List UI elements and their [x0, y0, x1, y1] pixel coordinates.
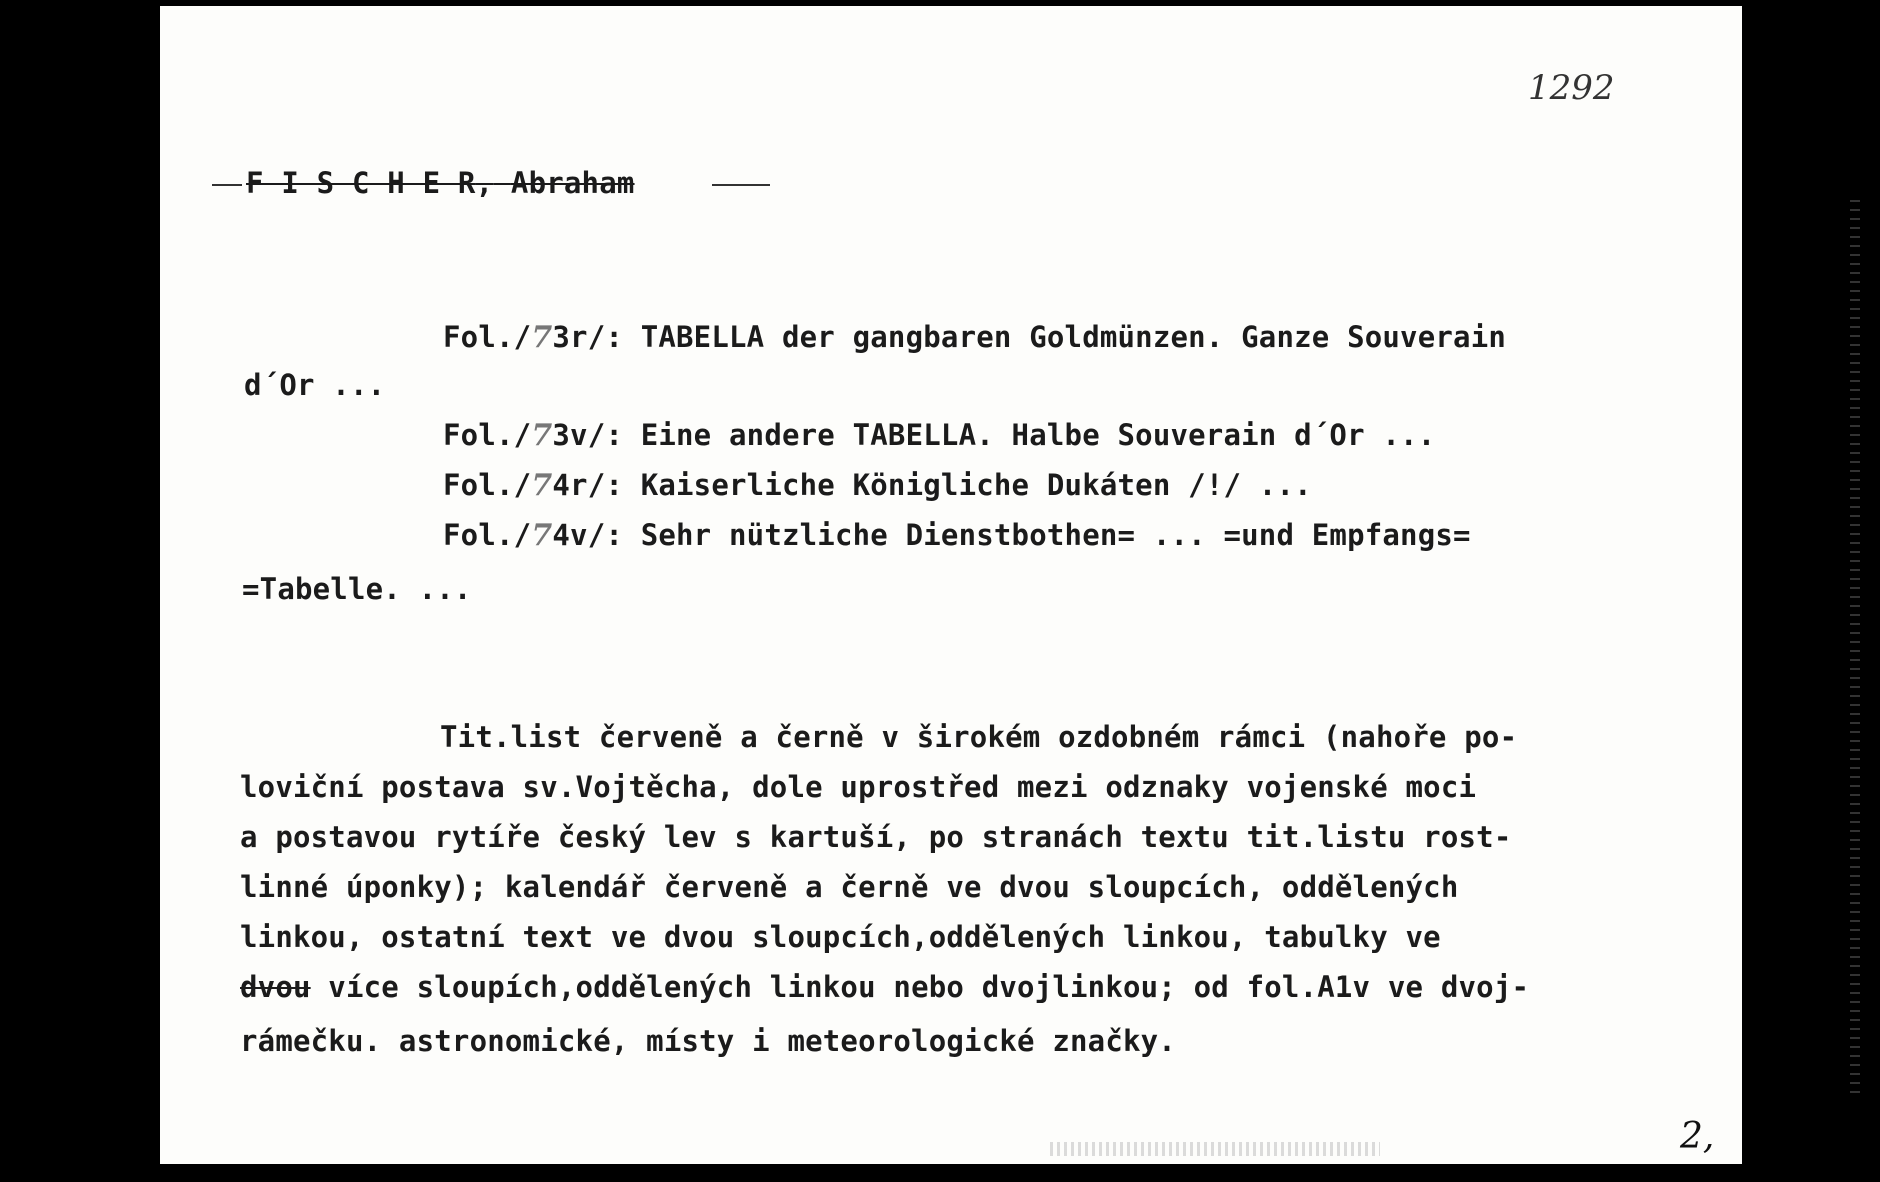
pencil-mark: 7: [531, 518, 553, 553]
pencil-mark: 7: [531, 320, 553, 355]
description-line-2: loviční postava sv.Vojtěcha, dole uprostřed mezi odznaky vojenské moci: [240, 770, 1477, 804]
description-line-5: linkou, ostatní text ve dvou sloupcích,oddělených linkou, tabulky ve: [240, 920, 1441, 954]
folio-line-2: Fol./73v/: Eine andere TABELLA. Halbe Souverain d´Or ...: [443, 418, 1436, 453]
struck-word: dvou: [240, 970, 311, 1004]
description-line-1: Tit.list červeně a černě v širokém ozdobném rámci (nahoře po-: [440, 720, 1518, 754]
folio-line-3: Fol./74r/: Kaiserliche Königliche Dukáten /!/ ...: [443, 468, 1312, 503]
scan-noise: [1050, 1142, 1380, 1156]
pencil-mark: 7: [531, 418, 553, 453]
card-number: 1292: [1528, 68, 1615, 108]
heading-leading-dash: [212, 184, 242, 186]
description-line-3: a postavou rytíře český lev s kartuší, po stranách textu tit.listu rost-: [240, 820, 1512, 854]
heading-firstname: Abraham: [510, 166, 635, 200]
description-line-4: linné úponky); kalendář červeně a černě ve dvou sloupcích, oddělených: [240, 870, 1459, 904]
scan-edge-artifact: [1850, 200, 1860, 1100]
description-line-7: rámečku. astronomické, místy i meteorologické značky.: [240, 1024, 1176, 1058]
description-line-6: [240, 970, 1529, 1004]
folio-line-4: Fol./74v/: Sehr nützliche Dienstbothen= ... =und Empfangs=: [443, 518, 1471, 553]
folio-line-1: Fol./73r/: TABELLA der gangbaren Goldmünzen. Ganze Souverain: [443, 320, 1507, 355]
description-line-6-rest: více sloupích,oddělených linkou nebo dvojlinkou; od fol.A1v ve dvoj-: [310, 970, 1530, 1004]
heading-trailing-dash: [712, 184, 770, 186]
heading-surname: F I S C H E R: [246, 166, 476, 200]
heading-separator: ,: [475, 166, 494, 200]
folio-line-4-continued: =Tabelle. ...: [242, 572, 472, 606]
page-mark: 2,: [1680, 1116, 1715, 1157]
folio-line-1-continued: d´Or ...: [244, 368, 386, 402]
archive-card: [160, 6, 1742, 1164]
heading: [246, 166, 635, 200]
pencil-mark: 7: [531, 468, 553, 503]
